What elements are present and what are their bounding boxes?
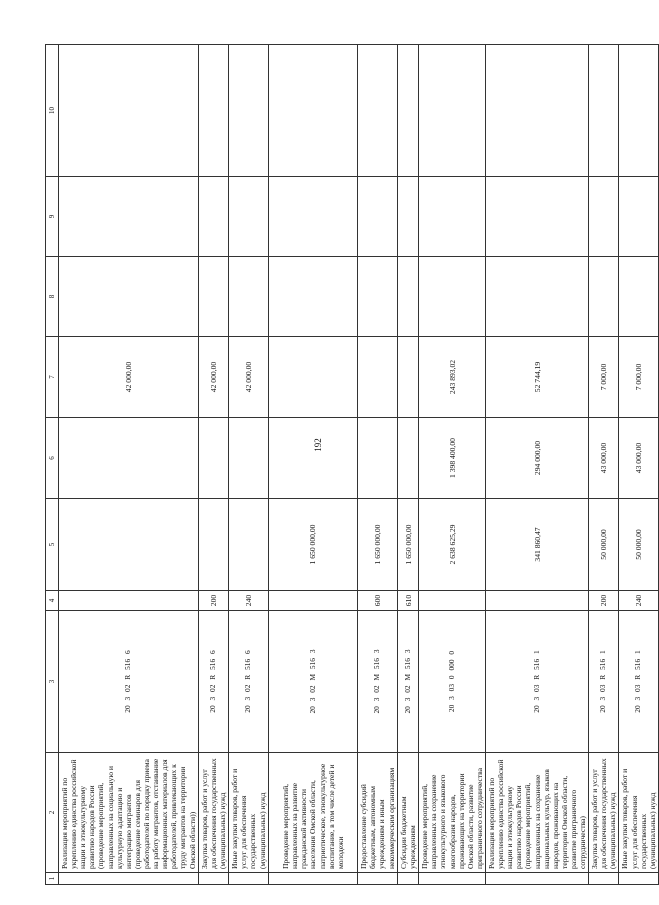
cell-col1 [357, 873, 397, 885]
cell-col9 [419, 177, 486, 257]
cell-description: Проведение мероприятий, направленных на сохранение этнокультурного и языкового многообразия народов, проживающих на территории Омской области, развитие приграничного сотрудничества [419, 753, 486, 873]
rotated-page [45, 45, 657, 885]
cell-col6: 43 000,00 [589, 418, 619, 499]
cell-col5: 1 650 000,00 [397, 499, 418, 591]
cell-expense-type: 200 [198, 591, 228, 611]
cell-col6 [228, 418, 268, 499]
cell-col10 [485, 45, 588, 177]
cell-col8 [228, 257, 268, 337]
cell-col6 [268, 418, 357, 499]
cell-col6 [357, 418, 397, 499]
cell-col7: 42 000,00 [228, 337, 268, 418]
cell-col8 [198, 257, 228, 337]
cell-col9 [198, 177, 228, 257]
cell-description: Проведение мероприятий, направленных на развитие гражданской активности населения Омской области, патриотическое, этнокультурное воспитание, в том числе детей и молодежи [268, 753, 357, 873]
cell-code: 20 3 02 R 516 6 [198, 611, 228, 753]
cell-col8 [268, 257, 357, 337]
table-row [397, 45, 418, 885]
cell-description: Реализация мероприятий по укреплению единства российской нации и этнокультурному развитию народов России (проведение мероприятий, направленных на сохранение национальных культур, языков народов, проживающих на территории Омской области, развитие приграничного сотрудничества) [485, 753, 588, 873]
table-row [619, 45, 658, 885]
cell-expense-type [485, 591, 588, 611]
table-row [419, 45, 486, 885]
cell-col8 [59, 257, 199, 337]
cell-col8 [485, 257, 588, 337]
cell-col10 [357, 45, 397, 177]
cell-description: Реализация мероприятий по укреплению единства российской нации и этнокультурному развитию народов России (проведение мероприятий, направленных на социальную и культурную адаптацию и интеграцию мигрантов (проведение семинаров для работодателей по порядку приема на работу мигрантов, отстаивание информационных материалов для работодателей, привлекающих к труду мигрантов на территории Омской области)) [59, 753, 199, 873]
cell-code: 20 3 02 M 516 3 [357, 611, 397, 753]
cell-description: Иные закупки товаров, работ и услуг для обеспечения государственных (муниципальных) нужд [619, 753, 658, 873]
cell-col7: 52 744,19 [485, 337, 588, 418]
cell-col6: 43 000,00 [619, 418, 658, 499]
cell-col5 [228, 499, 268, 591]
cell-col7 [397, 337, 418, 418]
cell-code: 20 3 03 R 516 1 [619, 611, 658, 753]
cell-code: 20 3 02 R 516 6 [228, 611, 268, 753]
cell-col9 [59, 177, 199, 257]
budget-table [45, 44, 659, 885]
cell-description: Закупка товаров, работ и услуг для обеспечения государственных (муниципальных) нужд [198, 753, 228, 873]
header-row [46, 45, 59, 885]
cell-col5 [198, 499, 228, 591]
cell-col8 [397, 257, 418, 337]
cell-code: 20 3 02 M 516 3 [268, 611, 357, 753]
cell-col7: 7 000,00 [589, 337, 619, 418]
cell-expense-type: 600 [357, 591, 397, 611]
cell-col6 [59, 418, 199, 499]
cell-col5: 1 650 000,00 [268, 499, 357, 591]
cell-expense-type: 200 [589, 591, 619, 611]
table-row [589, 45, 619, 885]
cell-col9 [397, 177, 418, 257]
cell-description: Закупка товаров, работ и услуг для обеспечения государственных (муниципальных) нужд [589, 753, 619, 873]
cell-expense-type [59, 591, 199, 611]
cell-description: Предоставление субсидий бюджетным, автономным учреждениям и иным некоммерческим организациям [357, 753, 397, 873]
cell-col9 [589, 177, 619, 257]
header-cell-10: 10 [46, 45, 59, 177]
cell-col6 [198, 418, 228, 499]
cell-col9 [268, 177, 357, 257]
cell-expense-type: 610 [397, 591, 418, 611]
cell-col10 [198, 45, 228, 177]
cell-col5: 1 650 000,00 [357, 499, 397, 591]
cell-col9 [485, 177, 588, 257]
cell-description: Иные закупки товаров, работ и услуг для обеспечения государственных (муниципальных) нужд [228, 753, 268, 873]
cell-expense-type [268, 591, 357, 611]
cell-col1 [198, 873, 228, 885]
cell-col7: 42 000,00 [59, 337, 199, 418]
cell-col7: 42 000,00 [198, 337, 228, 418]
table-row [198, 45, 228, 885]
table-row [357, 45, 397, 885]
cell-code: 20 3 02 R 516 6 [59, 611, 199, 753]
cell-expense-type: 240 [228, 591, 268, 611]
header-cell-6: 6 [46, 418, 59, 499]
cell-col9 [619, 177, 658, 257]
cell-description: Субсидии бюджетным учреждениям [397, 753, 418, 873]
cell-col1 [485, 873, 588, 885]
header-cell-8: 8 [46, 257, 59, 337]
header-cell-5: 5 [46, 499, 59, 591]
table-row [268, 45, 357, 885]
cell-col7 [268, 337, 357, 418]
header-cell-9: 9 [46, 177, 59, 257]
cell-col6 [397, 418, 418, 499]
cell-col10 [619, 45, 658, 177]
cell-col8 [619, 257, 658, 337]
cell-expense-type [419, 591, 486, 611]
header-cell-4: 4 [46, 591, 59, 611]
cell-col10 [419, 45, 486, 177]
cell-col8 [589, 257, 619, 337]
cell-col7: 243 893,02 [419, 337, 486, 418]
cell-col1 [228, 873, 268, 885]
table-row [59, 45, 199, 885]
header-cell-1: 1 [46, 873, 59, 885]
cell-col1 [619, 873, 658, 885]
cell-col10 [268, 45, 357, 177]
cell-col10 [589, 45, 619, 177]
header-cell-7: 7 [46, 337, 59, 418]
cell-code: 20 3 03 R 516 1 [589, 611, 619, 753]
cell-expense-type: 240 [619, 591, 658, 611]
cell-col6: 1 398 400,00 [419, 418, 486, 499]
cell-col1 [397, 873, 418, 885]
cell-code: 20 3 03 R 516 1 [485, 611, 588, 753]
cell-col10 [59, 45, 199, 177]
page-number: 192 [313, 438, 323, 452]
cell-col10 [228, 45, 268, 177]
cell-col1 [268, 873, 357, 885]
cell-col8 [357, 257, 397, 337]
cell-col5: 2 638 625,29 [419, 499, 486, 591]
header-cell-2: 2 [46, 753, 59, 873]
cell-col9 [228, 177, 268, 257]
cell-col5: 50 000,00 [589, 499, 619, 591]
table-row [228, 45, 268, 885]
cell-col1 [589, 873, 619, 885]
cell-col7: 7 000,00 [619, 337, 658, 418]
cell-col8 [419, 257, 486, 337]
cell-col5: 50 000,00 [619, 499, 658, 591]
cell-code: 20 3 02 M 516 3 [397, 611, 418, 753]
table-row [485, 45, 588, 885]
cell-col5: 341 860,47 [485, 499, 588, 591]
cell-col7 [357, 337, 397, 418]
header-cell-3: 3 [46, 611, 59, 753]
cell-col10 [397, 45, 418, 177]
cell-code: 20 3 03 0 000 0 [419, 611, 486, 753]
cell-col6: 294 000,00 [485, 418, 588, 499]
cell-col1 [419, 873, 486, 885]
cell-col9 [357, 177, 397, 257]
cell-col1 [59, 873, 199, 885]
cell-col5 [59, 499, 199, 591]
